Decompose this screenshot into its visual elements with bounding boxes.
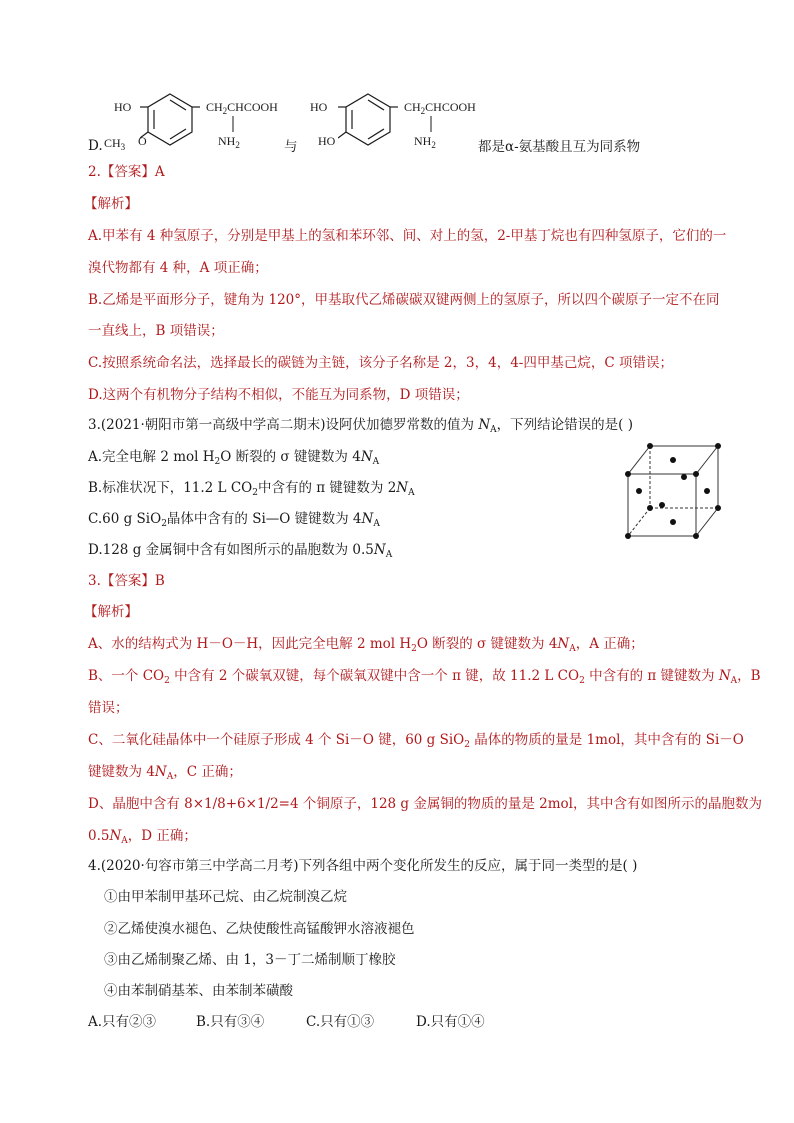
q3-option-a: A.完全电解 2 mol $H_2O$ 断裂的 σ 键键数为 $4N_A$ xyxy=(88,449,380,467)
q3-option-b: B.标准状况下，11.2 L $CO_2$中含有的 π 键键数为 $2N_A$ xyxy=(88,480,415,498)
mol2-nh2-label: $NH_2$ xyxy=(414,134,436,150)
q3-analysis-heading: 【解析】 xyxy=(84,604,138,620)
option-d-label: D. xyxy=(88,138,103,154)
fcc-unit-cell-figure xyxy=(618,436,728,546)
and-text: 与 xyxy=(284,139,298,155)
q3-analysis-c-line1: C、二氧化硅晶体中一个硅原子形成 4 个 Si－O 键，60 g SiO$_2$ 晶体的物质的量是 1mol，其中含有的 Si－O xyxy=(88,732,744,750)
benzene-ring-2 xyxy=(338,90,398,150)
q3-analysis-d-line1: D、晶胞中含有 8×1/8+6×1/2=4 个铜原子，128 g 金属铜的物质的量是 2mol，其中含有如图所示的晶胞数为 xyxy=(88,796,762,812)
mol2-ho2-label: HO xyxy=(318,134,336,148)
benzene-ring-1 xyxy=(140,90,200,150)
q2-analysis-b-line1: B.乙烯是平面形分子，键角为 120°，甲基取代乙烯碳碳双键两侧上的氢原子，所以四个碳原子一定不在同 xyxy=(88,292,720,308)
q2-analysis-c: C.按照系统命名法，选择最长的碳链为主链，该分子名称是 2，3，4，4-四甲基己烷，C 项错误； xyxy=(88,355,673,371)
q3-option-d: D.128 g 金属铜中含有如图所示的晶胞数为 $0.5N_A$ xyxy=(88,542,393,560)
mol1-nh2-bond xyxy=(230,116,236,134)
q4-item-2: ②乙烯使溴水褪色、乙炔使酸性高锰酸钾水溶液褪色 xyxy=(104,921,415,937)
q4-item-3: ③由乙烯制聚乙烯、由 1，3－丁二烯制顺丁橡胶 xyxy=(104,952,396,968)
q4-stem: 4.(2020·句容市第三中学高二月考)下列各组中两个变化所发生的反应，属于同一类型的是( ) xyxy=(88,858,638,874)
q2-analysis-b-line2: 一直线上，B 项错误； xyxy=(88,323,224,339)
mol1-o-label: O xyxy=(138,134,147,148)
mol2-nh2-bond xyxy=(428,116,434,134)
q2-analysis-a-line1: A.甲苯有 4 种氢原子，分别是甲基上的氢和苯环邻、间、对上的氢，2-甲基丁烷也有四种氢原子，它们的一 xyxy=(88,228,727,244)
q3-stem: 3.(2021·朝阳市第一高级中学高二期末)设阿伏加德罗常数的值为 $N_A$，下列结论错误的是( ) xyxy=(88,417,633,435)
q3-analysis-b-line2: 错误； xyxy=(88,700,129,716)
q2-analysis-d: D.这两个有机物分子结构不相似，不能互为同系物，D 项错误； xyxy=(88,387,469,403)
mol2-chain-label: $CH_2CHCOOH$ xyxy=(404,100,476,116)
q3-analysis-d-line2: $0.5N_A$，D 正确； xyxy=(88,828,197,846)
option-d-statement: 都是α-氨基酸且互为同系物 xyxy=(478,139,641,155)
q4-option-b: B.只有③④ xyxy=(196,1014,265,1030)
q4-item-1: ①由甲苯制甲基环己烷、由乙烷制溴乙烷 xyxy=(104,889,347,905)
q3-analysis-a: A、水的结构式为 H－O－H，因此完全电解 2 mol $H_2O$ 断裂的 σ 键键数为 $4N_A$，A 正确； xyxy=(88,636,644,654)
q2-analysis-heading: 【解析】 xyxy=(84,196,138,212)
q2-analysis-a-line2: 溴代物都有 4 种，A 项正确； xyxy=(88,260,268,276)
q2-answer: 2.【答案】A xyxy=(88,164,165,180)
q3-option-c: C.60 g SiO$_2$晶体中含有的 Si—O 键键数为 $4N_A$ xyxy=(88,511,380,529)
mol1-nh2-label: $NH_2$ xyxy=(218,134,240,150)
mol1-ho-label: HO xyxy=(114,100,132,114)
q4-item-4: ④由苯制硝基苯、由苯制苯磺酸 xyxy=(104,983,293,999)
q3-analysis-c-line2: 键键数为 $4N_A$，C 正确； xyxy=(88,764,242,782)
q4-option-c: C.只有①③ xyxy=(306,1014,375,1030)
q3-answer: 3.【答案】B xyxy=(88,573,165,589)
q3-analysis-b-line1: B、一个 $CO_2$ 中含有 2 个碳氧双键，每个碳氧双键中含一个 π 键，故 11.2 L $CO_2$ 中含有的 π 键键数为 $N_A$，B xyxy=(88,668,761,686)
q4-option-d: D.只有①④ xyxy=(416,1014,485,1030)
mol2-ho-label: HO xyxy=(310,100,328,114)
mol1-och3-label: $CH_3$ xyxy=(104,136,126,152)
q4-option-a: A.只有②③ xyxy=(88,1014,157,1030)
mol1-chain-label: $CH_2CHCOOH$ xyxy=(206,100,278,116)
